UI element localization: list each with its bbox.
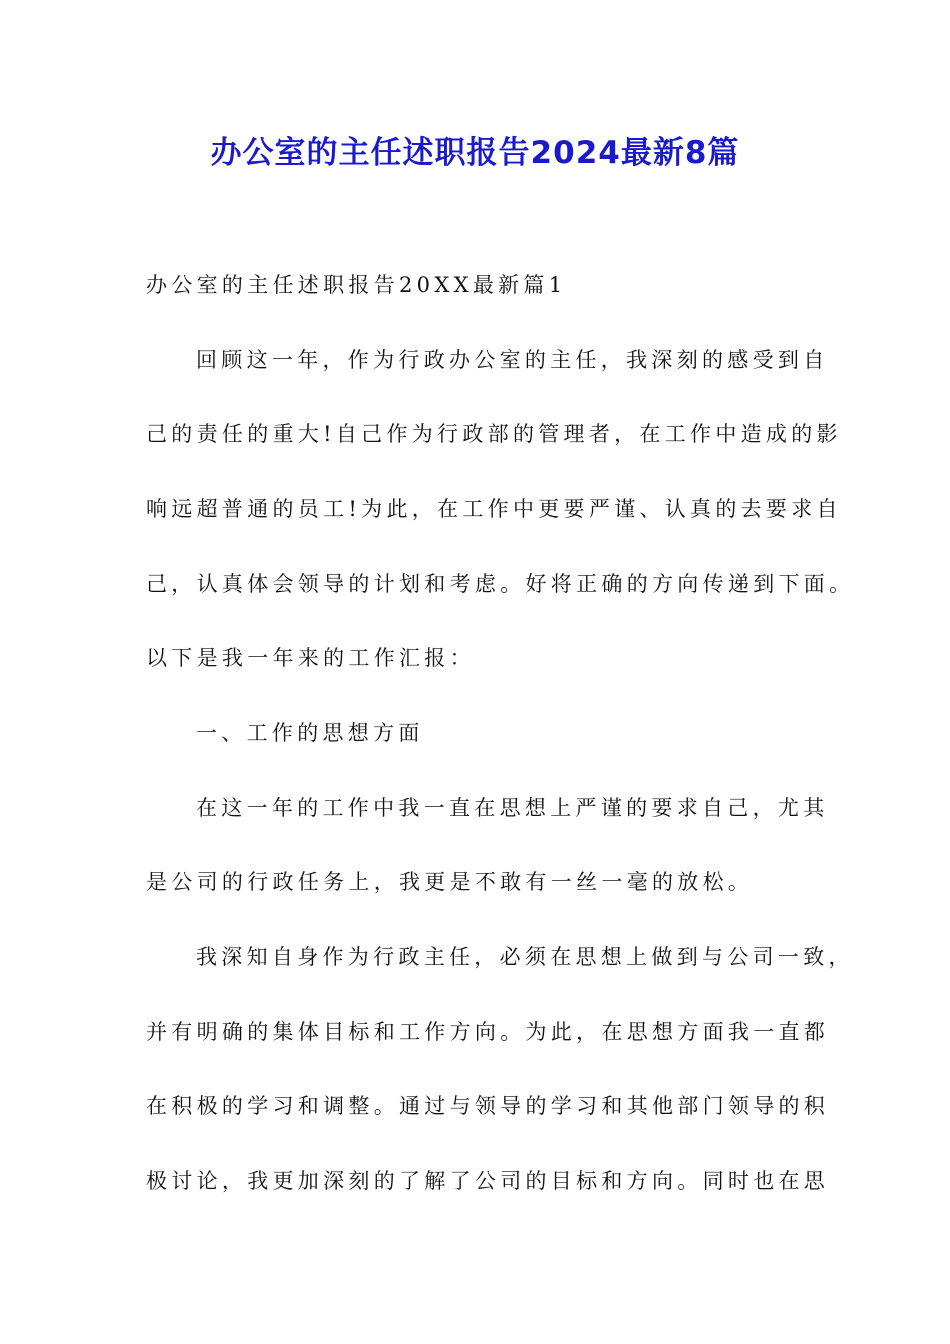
paragraph-line: 并有明确的集体目标和工作方向。为此，在思想方面我一直都 (146, 1020, 830, 1044)
section-heading: 办公室的主任述职报告20XX最新篇1 (146, 273, 567, 297)
paragraph-line: 我深知自身作为行政主任，必须在思想上做到与公司一致， (196, 945, 854, 969)
document-title: 办公室的主任述职报告2024最新8篇 (210, 135, 740, 171)
paragraph-line: 在积极的学习和调整。通过与领导的学习和其他部门领导的积 (146, 1094, 830, 1118)
subsection-heading: 一、工作的思想方面 (196, 721, 424, 745)
paragraph-line: 极讨论，我更加深刻的了解了公司的目标和方向。同时也在思 (146, 1169, 830, 1193)
paragraph-line: 是公司的行政任务上，我更是不敢有一丝一毫的放松。 (146, 870, 754, 894)
paragraph-line: 以下是我一年来的工作汇报： (146, 646, 475, 670)
paragraph-line: 己的责任的重大!自己作为行政部的管理者，在工作中造成的影 (146, 422, 842, 446)
paragraph-line: 在这一年的工作中我一直在思想上严谨的要求自己，尤其 (196, 796, 829, 820)
paragraph-line: 回顾这一年，作为行政办公室的主任，我深刻的感受到自 (196, 348, 829, 372)
paragraph-line: 响远超普通的员工!为此，在工作中更要严谨、认真的去要求自 (146, 497, 842, 521)
paragraph-line: 己，认真体会领导的计划和考虑。好将正确的方向传递到下面。 (146, 572, 855, 596)
